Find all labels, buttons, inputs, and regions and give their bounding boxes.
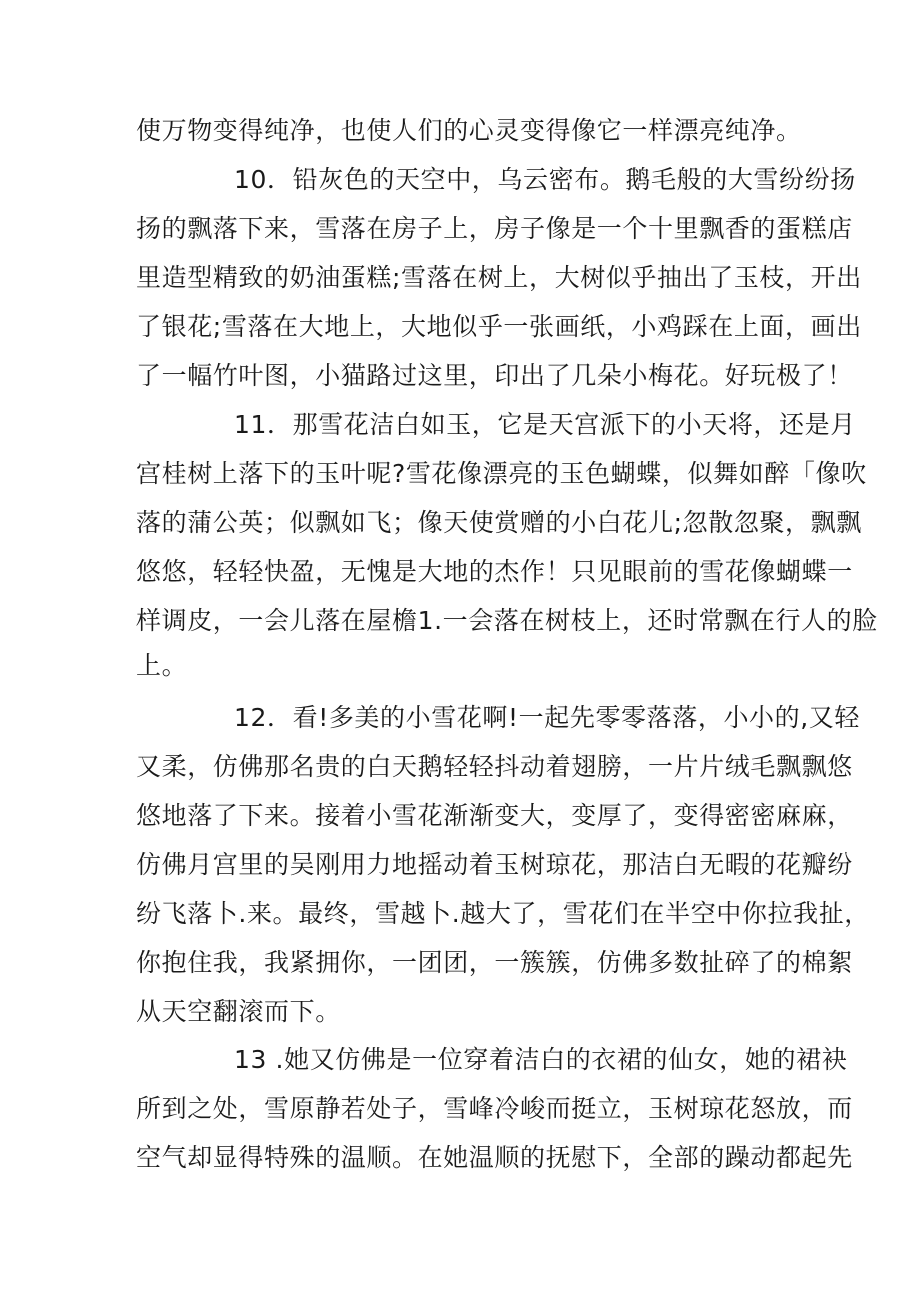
paragraph-13-start: 13 .她又仿佛是一位穿着洁白的衣裙的仙女，她的裙袂	[234, 1045, 848, 1074]
text-line: 里造型精致的奶油蛋糕;雪落在树上，大树似乎抽出了玉枝，开出	[136, 263, 862, 292]
text-line: 仿佛月宫里的吴刚用力地摇动着玉树琼花，那洁白无暇的花瓣纷	[136, 850, 853, 879]
text-line: 空气却显得特殊的温顺。在她温顺的抚慰下，全部的躁动都起先	[136, 1143, 853, 1172]
text-line: 所到之处，雪原静若处子，雪峰冷峻而挺立，玉树琼花怒放，而	[136, 1094, 853, 1123]
text-line: 样调皮，一会儿落在屋檐1.一会落在树枝上，还时常飘在行人的脸	[136, 606, 878, 635]
text-line: 从天空翻滚而下。	[136, 997, 341, 1026]
text-line: 你抱住我，我紧拥你，一团团，一簇簇，仿佛多数扯碎了的棉絮	[136, 948, 853, 977]
paragraph-12-start: 12．看!多美的小雪花啊!一起先零零落落，小小的,又轻	[234, 703, 861, 732]
paragraph-10-start: 10．铅灰色的天空中，乌云密布。鹅毛般的大雪纷纷扬	[234, 165, 856, 194]
text-line: 了银花;雪落在大地上，大地似乎一张画纸，小鸡踩在上面，画出	[136, 312, 862, 341]
text-line: 又柔，仿佛那名贵的白天鹅轻轻抖动着翅膀，一片片绒毛飘飘悠	[136, 752, 853, 781]
text-line: 悠地落了下来。接着小雪花渐渐变大，变厚了，变得密密麻麻，	[136, 801, 853, 830]
text-line: 纷飞落卜.来。最终，雪越卜.越大了，雪花们在半空中你拉我扯，	[136, 899, 870, 928]
text-line: 宫桂树上落下的玉叶呢?雪花像漂亮的玉色蝴蝶，似舞如醉「像吹	[136, 459, 867, 488]
text-line: 落的蒲公英；似飘如飞；像天使赏赠的小白花儿;忽散忽聚，飘飘	[136, 508, 862, 537]
text-line: 扬的飘落下来，雪落在房子上，房子像是一个十里飘香的蛋糕店	[136, 214, 853, 243]
text-line: 使万物变得纯净，也使人们的心灵变得像它一样漂亮纯净。	[136, 116, 802, 145]
paragraph-11-start: 11．那雪花洁白如玉，它是天宫派下的小天将，还是月	[234, 410, 856, 439]
text-line: 悠悠，轻轻快盈，无愧是大地的杰作！只见眼前的雪花像蝴蝶一	[136, 557, 853, 586]
text-line: 上。	[136, 651, 188, 680]
text-line: 了一幅竹叶图，小猫路过这里，印出了几朵小梅花。好玩极了！	[136, 361, 853, 390]
